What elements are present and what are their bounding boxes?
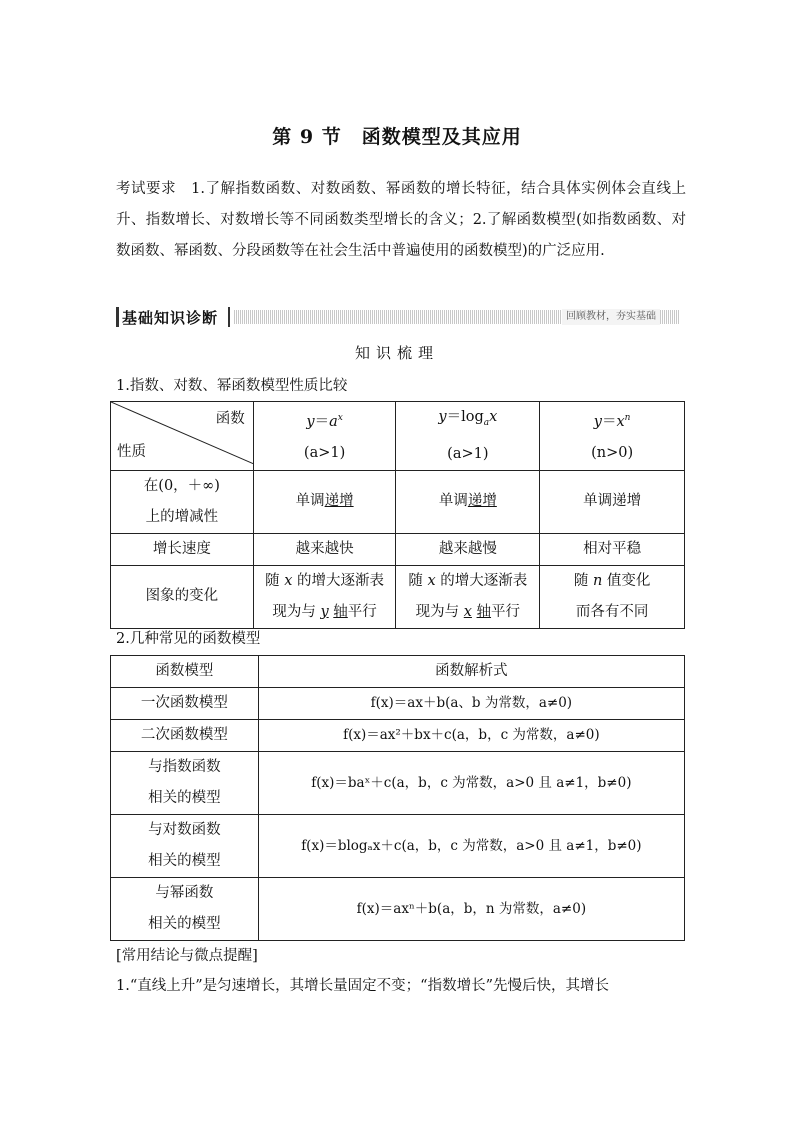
page-title: 第 9 节 函数模型及其应用 — [272, 126, 522, 148]
table1-corner-cell — [111, 402, 254, 471]
model-linear: 一次函数模型 — [111, 688, 259, 720]
header-exponential-cond: (a>1) — [303, 444, 346, 461]
tips-heading: [常用结论与微点提醒] — [116, 948, 258, 964]
table1-row-graph — [111, 565, 685, 628]
knowledge-subheading: 知识梳理 — [354, 344, 439, 362]
table2-caption: 2.几种常见的函数模型 — [116, 631, 261, 647]
table2-row-power — [111, 878, 685, 941]
banner-right-mark — [228, 307, 230, 327]
formula-exponential: f(x)＝baˣ＋c(a，b，c 为常数，a>0 且 a≠1，b≠0) — [258, 752, 684, 815]
property-comparison-table — [110, 401, 685, 629]
banner-left-mark — [116, 307, 119, 327]
corner-label-property: 性质 — [117, 443, 146, 460]
model-power: 与幂函数 相关的模型 — [111, 878, 259, 941]
table2-header-row — [111, 656, 685, 688]
table2-row-exponential — [111, 752, 685, 815]
function-model-table — [110, 655, 685, 941]
cell-log-monotonicity: 单调递增 — [396, 470, 540, 533]
header-power: $y=x^n$ (n>0) — [540, 402, 685, 471]
table1-header-row — [111, 402, 685, 471]
table1-row-monotonicity — [111, 470, 685, 533]
table2-row-quadratic — [111, 720, 685, 752]
row-label-speed: 增长速度 — [111, 533, 254, 565]
model-quadratic: 二次函数模型 — [111, 720, 259, 752]
cell-power-graph: 随 n 值变化 而各有不同 — [540, 565, 685, 628]
model-logarithmic: 与对数函数 相关的模型 — [111, 815, 259, 878]
header-logarithmic-cond: (a>1) — [447, 445, 489, 462]
header-exponential: $y=a^x$ (a>1) — [253, 402, 396, 471]
cell-log-graph: 随 x 的增大逐渐表 现为与 x 轴平行 — [396, 565, 540, 628]
table1-row-speed — [111, 533, 685, 565]
tips-line-1: 1.“直线上升”是匀速增长，其增长量固定不变；“指数增长”先慢后快，其增长 — [116, 978, 609, 994]
cell-power-monotonicity: 单调递增 — [540, 470, 685, 533]
section-label: 基础知识诊断 — [122, 306, 222, 330]
row-label-monotonicity: 在(0，＋∞) 上的增减性 — [111, 470, 254, 533]
header-model: 函数模型 — [111, 656, 259, 688]
section-banner — [116, 306, 680, 330]
header-power-cond: (n>0) — [591, 444, 634, 461]
cell-log-speed: 越来越慢 — [396, 533, 540, 565]
table2-row-linear — [111, 688, 685, 720]
model-exponential: 与指数函数 相关的模型 — [111, 752, 259, 815]
formula-power: f(x)＝axⁿ＋b(a，b，n 为常数，a≠0) — [258, 878, 684, 941]
cell-exp-graph: 随 x 的增大逐渐表 现为与 y 轴平行 — [253, 565, 396, 628]
cell-power-speed: 相对平稳 — [540, 533, 685, 565]
table1-caption: 1.指数、对数、幂函数模型性质比较 — [116, 378, 348, 394]
table2-row-logarithmic — [111, 815, 685, 878]
section-note: 回顾教材，夯实基础 — [562, 309, 660, 325]
formula-quadratic: f(x)＝ax²＋bx＋c(a，b，c 为常数，a≠0) — [258, 720, 684, 752]
cell-exp-monotonicity: 单调递增 — [253, 470, 396, 533]
formula-logarithmic: f(x)＝blogₐx＋c(a，b，c 为常数，a>0 且 a≠1，b≠0) — [258, 815, 684, 878]
exam-requirements: 考试要求 1.了解指数函数、对数函数、幂函数的增长特征，结合具体实例体会直线上升、指数增长、对数增长等不同函数类型增长的含义；2.了解函数模型(如指数函数、对数函数、幂函数、分段函数等在社会生活中普遍使用的函数模型)的广泛应用. — [116, 181, 686, 259]
formula-linear: f(x)＝ax＋b(a、b 为常数，a≠0) — [258, 688, 684, 720]
cell-exp-speed: 越来越快 — [253, 533, 396, 565]
corner-label-function: 函数 — [215, 411, 245, 427]
header-logarithmic: $y=\log_ax$ (a>1) — [396, 402, 540, 471]
row-label-graph: 图象的变化 — [111, 565, 254, 628]
header-formula: 函数解析式 — [258, 656, 684, 688]
